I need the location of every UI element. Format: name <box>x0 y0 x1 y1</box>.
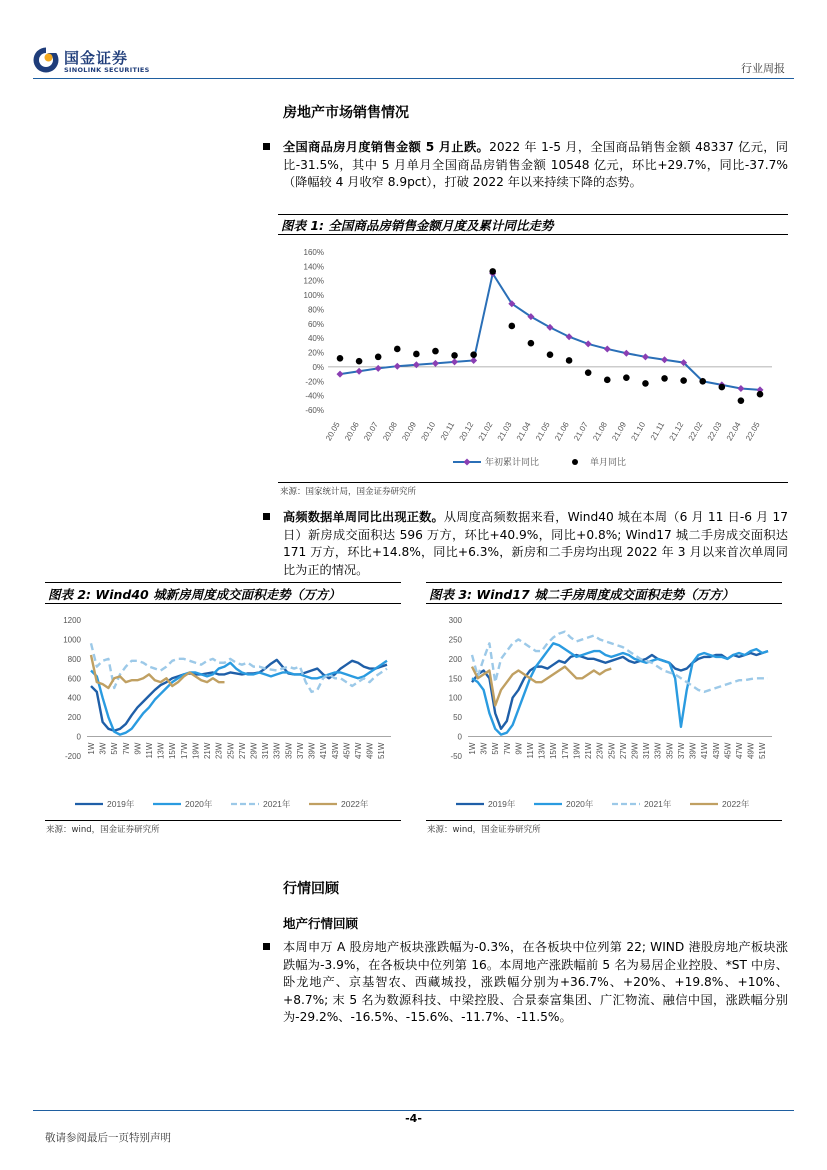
x-tick-label: 21W <box>584 742 594 760</box>
bullet-sales-amount-headline: 全国商品房月度销售金额 5 月止跌。 <box>283 140 490 154</box>
x-tick-label: 39W <box>307 742 317 760</box>
point-cumulative <box>566 333 573 340</box>
x-tick-label: 9W <box>133 742 143 755</box>
x-tick-label: 37W <box>295 742 305 760</box>
point-monthly <box>719 384 726 391</box>
x-tick-label: 45W <box>342 742 352 760</box>
bullet-sales-amount <box>283 139 788 192</box>
y-tick-label: 1000 <box>63 635 81 645</box>
figure2-title-rule <box>45 603 401 604</box>
y-tick-label: 80% <box>307 305 324 315</box>
point-cumulative <box>432 360 439 367</box>
y-tick-label: 200 <box>67 713 81 723</box>
point-monthly <box>356 358 363 365</box>
figure3-source: 来源：wind，国金证券研究所 <box>427 825 541 835</box>
x-tick-label: 43W <box>711 742 721 760</box>
point-cumulative <box>356 368 363 375</box>
x-tick-label: 41W <box>700 742 710 760</box>
point-cumulative <box>337 371 344 378</box>
x-tick-label: 21.03 <box>495 420 514 443</box>
point-monthly <box>547 351 554 358</box>
x-tick-label: 17W <box>560 742 570 760</box>
x-tick-label: 21.07 <box>572 420 590 443</box>
page-number: -4- <box>405 1112 422 1125</box>
point-monthly <box>623 374 630 381</box>
x-tick-label: 47W <box>353 742 363 760</box>
point-monthly <box>470 351 477 358</box>
point-monthly <box>585 369 592 376</box>
legend-marker-monthly <box>572 459 578 465</box>
point-monthly <box>642 380 649 387</box>
figure3-top-rule <box>426 582 782 583</box>
y-tick-label: 150 <box>448 674 462 684</box>
x-tick-label: 20.10 <box>419 420 438 443</box>
y-tick-label: 20% <box>307 348 324 358</box>
x-tick-label: 5W <box>110 742 120 755</box>
x-tick-label: 51W <box>758 742 768 760</box>
y-tick-label: 200 <box>448 654 462 664</box>
point-monthly <box>489 268 496 275</box>
x-tick-label: 22.04 <box>724 420 743 443</box>
figure2-chart <box>45 608 401 818</box>
x-tick-label: 3W <box>479 742 489 755</box>
figure1-chart <box>278 240 788 480</box>
y-tick-label: 1200 <box>63 616 81 625</box>
logo-text-en: SINOLINK SECURITIES <box>64 66 150 74</box>
x-tick-label: 9W <box>514 742 524 755</box>
point-cumulative <box>375 365 382 372</box>
x-tick-label: 7W <box>121 742 131 755</box>
point-monthly <box>413 351 420 358</box>
legend-label: 2019年 <box>488 799 516 809</box>
point-cumulative <box>451 358 458 365</box>
y-tick-label: 40% <box>307 334 324 344</box>
legend-label: 2020年 <box>566 799 594 809</box>
x-tick-label: 35W <box>284 742 294 760</box>
x-tick-label: 47W <box>734 742 744 760</box>
point-monthly <box>699 378 706 385</box>
x-tick-label: 20.07 <box>362 420 380 443</box>
point-cumulative <box>604 345 611 352</box>
x-tick-label: 13W <box>156 742 166 760</box>
x-tick-label: 20.09 <box>400 420 419 443</box>
figure2-title: 图表 2: Wind40 城新房周度成交面积走势（万方） <box>48 587 341 602</box>
figure2-bottom-rule <box>45 820 401 821</box>
x-tick-label: 27W <box>618 742 628 760</box>
point-monthly <box>680 377 687 384</box>
report-type-label: 行业周报 <box>741 62 785 75</box>
figure3-title: 图表 3: Wind17 城二手房周度成交面积走势（万方） <box>429 587 735 602</box>
x-tick-label: 21.10 <box>629 420 648 443</box>
bullet-marker <box>263 513 270 520</box>
y-tick-label: -40% <box>305 391 324 401</box>
point-cumulative <box>642 353 649 360</box>
bullet-marker <box>263 943 270 950</box>
point-monthly <box>337 355 344 362</box>
figure1-title: 图表 1: 全国商品房销售金额月度及累计同比走势 <box>281 218 554 233</box>
legend-label: 2022年 <box>341 799 369 809</box>
sinolink-logo-icon <box>33 47 59 73</box>
x-tick-label: 23W <box>214 742 224 760</box>
point-cumulative <box>585 340 592 347</box>
y-tick-label: -60% <box>305 406 324 415</box>
section-title-sales: 房地产市场销售情况 <box>283 105 409 121</box>
figure3-title-rule <box>426 603 782 604</box>
x-tick-label: 29W <box>249 742 259 760</box>
x-tick-label: 25W <box>226 742 236 760</box>
x-tick-label: 49W <box>365 742 375 760</box>
x-tick-label: 19W <box>572 742 582 760</box>
y-tick-label: 60% <box>307 319 324 329</box>
legend-label: 2020年 <box>185 799 213 809</box>
point-cumulative <box>394 363 401 370</box>
legend-label: 2021年 <box>644 799 672 809</box>
x-tick-label: 25W <box>607 742 617 760</box>
point-monthly <box>509 323 516 330</box>
x-tick-label: 33W <box>653 742 663 760</box>
y-tick-label: -50 <box>450 752 462 761</box>
point-cumulative <box>737 385 744 392</box>
subsection-title-market: 地产行情回顾 <box>283 916 359 931</box>
y-tick-label: 0 <box>76 732 81 742</box>
y-tick-label: 100 <box>448 693 462 703</box>
x-tick-label: 31W <box>261 742 271 760</box>
point-monthly <box>604 377 611 384</box>
x-tick-label: 21.02 <box>476 420 495 443</box>
figure1-top-rule <box>278 214 788 215</box>
header-divider <box>33 78 794 79</box>
x-tick-label: 1W <box>468 742 477 755</box>
point-monthly <box>738 397 745 404</box>
x-tick-label: 33W <box>272 742 282 760</box>
bullet-sales-amount-text: 2022 年 1-5 月，全国商品销售金额 48337 亿元，同比-31.5%，其中 5 月单月全国商品房销售金额 10548 亿元，环比+29.7%，同比-37.7%（降幅较 4 月收窄 8.9pct），打破 2022 年以来持续下降的态势。 <box>283 140 789 189</box>
figure3-bottom-rule <box>426 820 782 821</box>
legend-label: 2022年 <box>722 799 750 809</box>
x-tick-label: 23W <box>595 742 605 760</box>
bullet-market-review <box>283 939 788 1027</box>
x-tick-label: 20.08 <box>381 420 400 443</box>
y-tick-label: 0 <box>457 732 462 742</box>
footer-disclaimer: 敬请参阅最后一页特别声明 <box>45 1132 171 1144</box>
x-tick-label: 22.02 <box>686 420 705 443</box>
point-cumulative <box>623 350 630 357</box>
point-monthly <box>528 340 535 347</box>
y-tick-label: 140% <box>303 262 324 272</box>
x-tick-label: 13W <box>537 742 547 760</box>
bullet-weekly-data-text: 从周度高频数据来看，Wind40 城在本周（6 月 11 日-6 月 17 日）新房成交面积达 596 万方，环比+40.9%，同比+0.8%; Wind17 城二手房成交面积达 171 万方，环比+14.8%，同比+6.3%，新房和二手房均出现 2022 年 3 月以来首次单周同比为正的情况。 <box>283 510 788 577</box>
x-tick-label: 20.05 <box>323 420 342 443</box>
y-tick-label: 300 <box>448 616 462 625</box>
legend-label-monthly: 单月同比 <box>590 457 627 467</box>
point-cumulative <box>661 356 668 363</box>
legend-marker-cumulative <box>464 459 471 466</box>
x-tick-label: 39W <box>688 742 698 760</box>
x-tick-label: 27W <box>237 742 247 760</box>
x-tick-label: 20.11 <box>438 420 457 442</box>
x-tick-label: 49W <box>746 742 756 760</box>
footer-divider <box>33 1110 794 1111</box>
y-tick-label: -200 <box>64 752 81 761</box>
figure1-title-rule <box>278 234 788 235</box>
x-tick-label: 5W <box>491 742 501 755</box>
x-tick-label: 31W <box>642 742 652 760</box>
x-tick-label: 21.12 <box>667 420 686 443</box>
x-tick-label: 21.05 <box>533 420 552 443</box>
x-tick-label: 20.06 <box>343 420 361 443</box>
x-tick-label: 43W <box>330 742 340 760</box>
x-tick-label: 7W <box>502 742 512 755</box>
bullet-market-review-text: 本周申万 A 股房地产板块涨跌幅为-0.3%，在各板块中位列第 22; WIND 港股房地产板块涨跌幅为-3.9%，在各板块中位列第 16。本周地产涨跌幅前 5 名为易居企业控股、*ST 中房、卧龙地产、京基智农、西藏城投，涨跌幅分别为+36.7%、+20%、+19.8%、+10%、+8.7%; 末 5 名为数源科技、中梁控股、合景泰富集团、广汇物流、融信中国，涨跌幅分别为-29.2%、-16.5%、-15.6%、-11.7%、-11.5%。 <box>283 940 788 1024</box>
x-tick-label: 45W <box>723 742 733 760</box>
y-tick-label: 600 <box>67 674 81 684</box>
x-tick-label: 21.11 <box>648 420 667 442</box>
x-tick-label: 22.05 <box>743 420 762 443</box>
y-tick-label: 50 <box>453 713 462 723</box>
point-monthly <box>375 354 382 361</box>
bullet-weekly-data <box>283 509 788 579</box>
y-tick-label: 160% <box>303 248 324 257</box>
point-monthly <box>432 348 439 355</box>
point-monthly <box>451 352 458 359</box>
x-tick-label: 15W <box>549 742 559 760</box>
figure2-source: 来源：wind，国金证券研究所 <box>46 825 160 835</box>
x-tick-label: 15W <box>168 742 178 760</box>
x-tick-label: 19W <box>191 742 201 760</box>
x-tick-label: 51W <box>377 742 387 760</box>
bullet-weekly-data-headline: 高频数据单周同比出现正数。 <box>283 510 444 524</box>
x-tick-label: 35W <box>665 742 675 760</box>
legend-label: 2019年 <box>107 799 135 809</box>
x-tick-label: 11W <box>526 742 536 759</box>
x-tick-label: 21.08 <box>591 420 610 443</box>
x-tick-label: 37W <box>676 742 686 760</box>
legend-label-cumulative: 年初累计同比 <box>485 457 540 467</box>
x-tick-label: 22.03 <box>705 420 724 443</box>
point-monthly <box>661 375 668 382</box>
y-tick-label: 120% <box>303 276 324 286</box>
y-tick-label: 400 <box>67 693 81 703</box>
figure1-source: 来源：国家统计局，国金证券研究所 <box>280 487 417 497</box>
series-line-2020 <box>91 661 387 735</box>
y-tick-label: 100% <box>303 291 324 301</box>
x-tick-label: 21.04 <box>514 420 533 443</box>
y-tick-label: 250 <box>448 635 462 645</box>
legend-label: 2021年 <box>263 799 291 809</box>
x-tick-label: 21W <box>203 742 213 760</box>
x-tick-label: 1W <box>87 742 96 755</box>
figure1-bottom-rule <box>278 482 788 483</box>
y-tick-label: 0% <box>312 362 324 372</box>
bullet-marker <box>263 143 270 150</box>
point-monthly <box>566 357 573 364</box>
logo-text-cn: 国金证券 <box>64 49 129 67</box>
x-tick-label: 3W <box>98 742 108 755</box>
series-line-2021 <box>472 632 768 692</box>
x-tick-label: 11W <box>145 742 155 759</box>
x-tick-label: 21.09 <box>610 420 629 443</box>
y-tick-label: 800 <box>67 654 81 664</box>
x-tick-label: 29W <box>630 742 640 760</box>
point-monthly <box>757 391 764 398</box>
x-tick-label: 17W <box>179 742 189 760</box>
y-tick-label: -20% <box>305 377 324 387</box>
x-tick-label: 41W <box>319 742 329 760</box>
series-line-cumulative <box>340 274 760 390</box>
point-monthly <box>394 346 401 353</box>
series-line-2022 <box>91 655 224 688</box>
x-tick-label: 21.06 <box>553 420 571 443</box>
section-title-market: 行情回顾 <box>283 881 339 897</box>
figure2-top-rule <box>45 582 401 583</box>
x-tick-label: 20.12 <box>457 420 476 443</box>
figure3-chart <box>426 608 782 818</box>
